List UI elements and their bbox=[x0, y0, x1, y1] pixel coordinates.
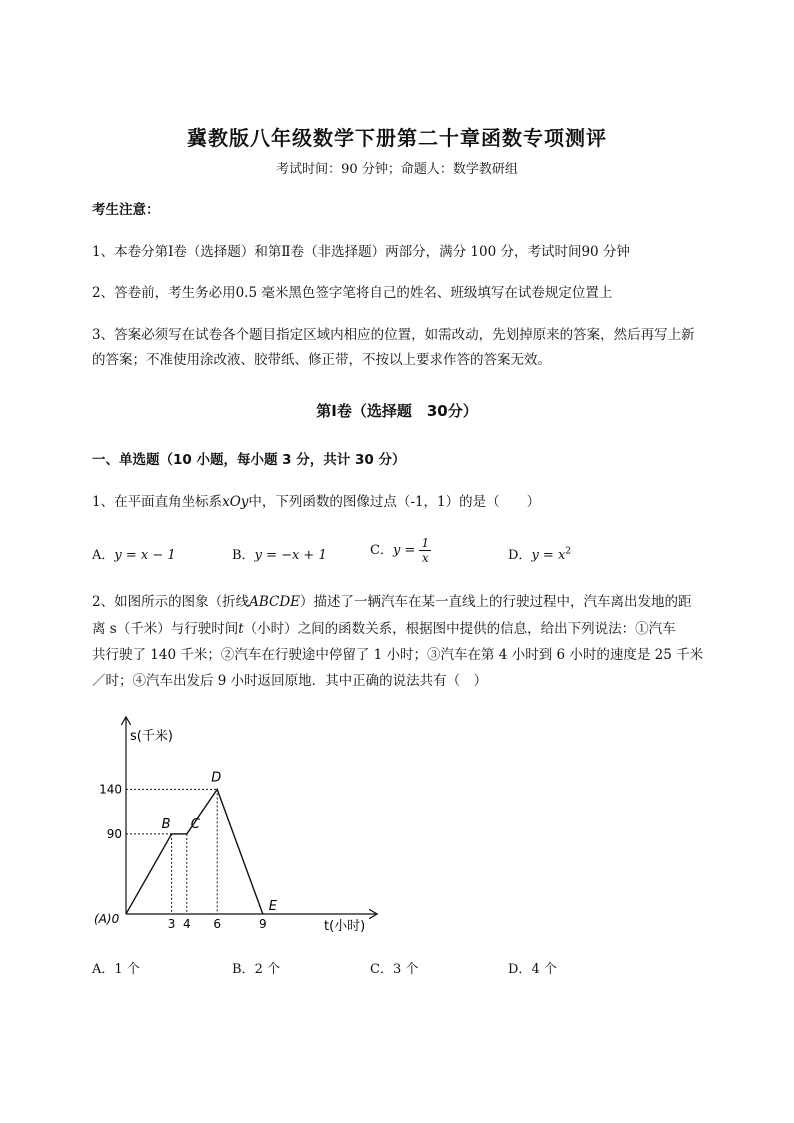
q2-line1-b: ）描述了一辆汽车在某一直线上的行驶过程中，汽车离出发地的距 bbox=[300, 594, 692, 610]
y-tick-90: 90 bbox=[106, 826, 122, 841]
section-title: 第Ⅰ卷（选择题 30分） bbox=[316, 402, 478, 420]
q2-line-2 bbox=[92, 617, 676, 642]
note-item-3: 3、答案必须写在试卷各个题目指定区域内相应的位置，如需改动，先划掉原来的答案，然后再写上新 bbox=[92, 327, 695, 343]
x-tick-3: 3 bbox=[167, 917, 176, 931]
q2-option-d bbox=[508, 958, 557, 977]
q2-line1-var: ABCDE bbox=[249, 594, 301, 610]
distance-time-graph bbox=[88, 710, 388, 946]
part-heading: 一、单选题（10 小题，每小题 3 分，共计 30 分） bbox=[92, 452, 406, 468]
q1-option-b-label: B． bbox=[232, 548, 255, 563]
q1-option-c bbox=[370, 536, 431, 565]
origin-label: (A)0 bbox=[94, 912, 120, 926]
q2-line2-b: （小时）之间的函数关系，根据图中提供的信息，给出下列说法：①汽车 bbox=[243, 621, 676, 637]
q1-option-d-label: D． bbox=[508, 548, 532, 563]
point-label-b: B bbox=[161, 816, 171, 832]
q2-option-c bbox=[370, 958, 418, 977]
point-label-e: E bbox=[268, 899, 278, 914]
question-1-stem bbox=[92, 490, 540, 515]
note-item-3-cont: 的答案；不准使用涂改液、胶带纸、修正带，不按以上要求作答的答案无效。 bbox=[92, 352, 551, 368]
q1-stem-b: 中，下列函数的图像过点（-1，1）的是（ ） bbox=[248, 494, 541, 510]
point-label-d: D bbox=[211, 770, 222, 786]
q2-option-c-label: C． bbox=[370, 962, 393, 977]
q1-option-d-sup: 2 bbox=[565, 546, 572, 557]
x-axis-label: t(小时) bbox=[324, 919, 366, 934]
q1-option-c-label: C． bbox=[370, 543, 393, 558]
x-tick-4: 4 bbox=[182, 917, 191, 931]
exam-subtitle: 考试时间：90 分钟；命题人：数学教研组 bbox=[276, 162, 518, 177]
fraction-numerator: 1 bbox=[421, 536, 430, 550]
q2-line2-var: t bbox=[238, 621, 244, 637]
q2-option-d-label: D． bbox=[508, 962, 532, 977]
q1-stem-var: xOy bbox=[222, 494, 249, 510]
note-item-1: 1、本卷分第Ⅰ卷（选择题）和第Ⅱ卷（非选择题）两部分，满分 100 分，考试时间90 分钟 bbox=[92, 244, 630, 260]
q1-option-a-label: A． bbox=[92, 548, 115, 563]
q2-line1-a: 2、如图所示的图象（折线 bbox=[92, 594, 250, 610]
q2-option-a-label: A． bbox=[92, 962, 115, 977]
q1-option-a bbox=[92, 544, 176, 563]
graph-polyline bbox=[126, 789, 263, 914]
q1-option-d-expr: y = x bbox=[531, 548, 566, 563]
q2-line-4: ／时；④汽车出发后 9 小时返回原地．其中正确的说法共有（ ） bbox=[92, 673, 488, 689]
x-tick-9: 9 bbox=[258, 917, 267, 931]
q1-stem-a: 1、在平面直角坐标系 bbox=[92, 494, 223, 510]
q1-option-c-fraction bbox=[419, 536, 431, 565]
y-tick-140: 140 bbox=[99, 782, 122, 797]
q1-option-a-expr: y = x − 1 bbox=[114, 548, 176, 563]
y-axis-label: s(千米) bbox=[130, 729, 173, 744]
notes-heading: 考生注意： bbox=[92, 202, 160, 218]
q2-option-a-text: 1 个 bbox=[114, 962, 140, 977]
x-tick-6: 6 bbox=[213, 917, 222, 931]
q2-option-d-text: 4 个 bbox=[531, 962, 557, 977]
q1-option-b-expr: y = −x + 1 bbox=[254, 548, 327, 563]
q2-option-a bbox=[92, 958, 140, 977]
q2-option-b-text: 2 个 bbox=[254, 962, 280, 977]
q2-line2-a: 离 s（千米）与行驶时间 bbox=[92, 621, 239, 637]
q2-option-c-text: 3 个 bbox=[392, 962, 419, 977]
point-label-c: C bbox=[190, 816, 200, 832]
q2-line-3: 共行驶了 140 千米；②汽车在行驶途中停留了 1 小时；③汽车在第 4 小时到 6 小时的速度是 25 千米 bbox=[92, 647, 704, 663]
q1-option-d bbox=[508, 544, 571, 563]
exam-title: 冀教版八年级数学下册第二十章函数专项测评 bbox=[187, 126, 607, 150]
q2-option-b bbox=[232, 958, 280, 977]
fraction-denominator: x bbox=[421, 551, 429, 565]
q2-line-1 bbox=[92, 590, 692, 615]
q2-option-b-label: B． bbox=[232, 962, 255, 977]
note-item-2: 2、答卷前，考生务必用0.5 毫米黑色签字笔将自己的姓名、班级填写在试卷规定位置上 bbox=[92, 285, 613, 301]
q1-option-c-expr: y = bbox=[392, 543, 416, 558]
q1-option-b bbox=[232, 544, 327, 563]
